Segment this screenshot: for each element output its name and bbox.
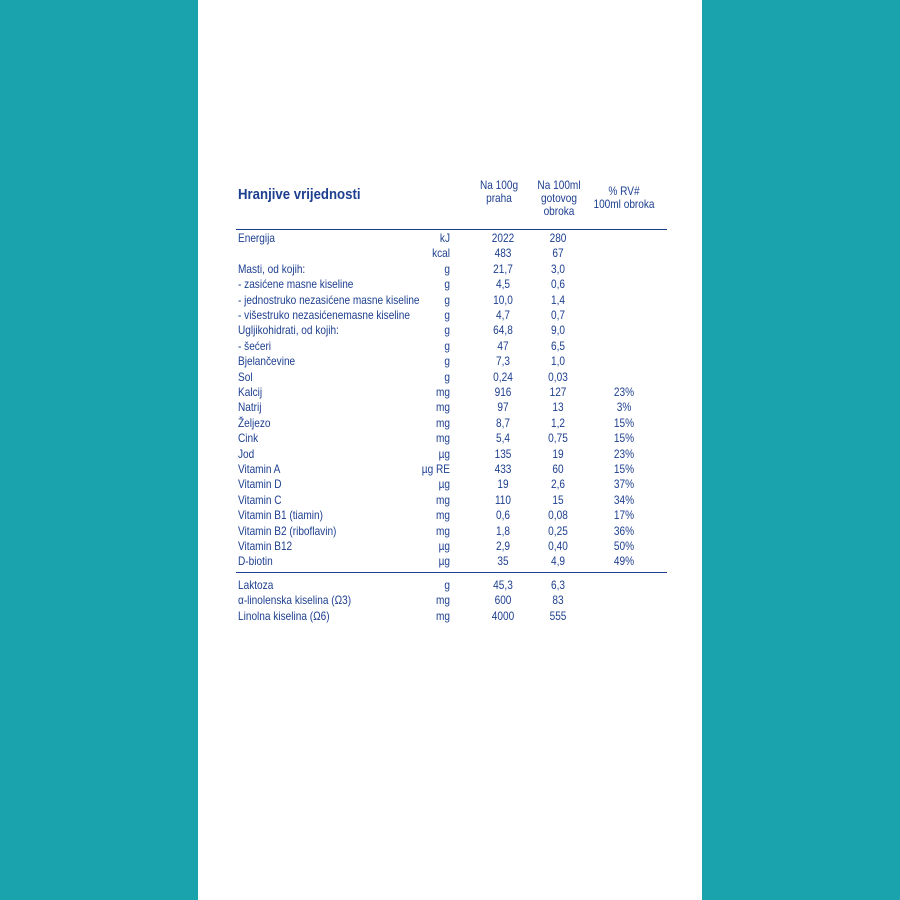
value-per-100ml: 555 <box>549 609 567 623</box>
value-per-100g: 2022 <box>491 231 515 245</box>
value-per-100g: 35 <box>497 554 509 568</box>
table-row <box>0 462 900 478</box>
table-title: Hranjive vrijednosti <box>238 186 361 203</box>
value-per-100g: 7,3 <box>495 354 511 368</box>
table-row <box>0 293 900 309</box>
value-rv-percent: 23% <box>613 385 635 399</box>
value-per-100g: 0,24 <box>493 370 513 384</box>
nutrient-unit: g <box>444 578 450 592</box>
value-per-100ml: 67 <box>552 246 564 260</box>
value-per-100g: 5,4 <box>495 431 511 445</box>
nutrient-name: Željezo <box>238 416 271 430</box>
table-row <box>0 447 900 463</box>
table-row <box>0 578 900 594</box>
nutrient-unit: µg <box>438 554 450 568</box>
value-per-100ml: 4,9 <box>550 554 566 568</box>
table-row <box>0 539 900 555</box>
value-per-100g: 110 <box>494 493 512 507</box>
value-per-100g: 4000 <box>491 609 515 623</box>
value-per-100ml: 1,4 <box>550 293 566 307</box>
value-per-100ml: 60 <box>552 462 564 476</box>
value-per-100g: 600 <box>494 593 512 607</box>
value-per-100ml: 0,7 <box>550 308 566 322</box>
nutrient-unit: g <box>444 339 450 353</box>
value-per-100g: 0,6 <box>495 508 511 522</box>
nutrient-unit: mg <box>435 416 450 430</box>
nutrient-unit: g <box>444 323 450 337</box>
value-rv-percent: 15% <box>613 431 635 445</box>
table-row <box>0 400 900 416</box>
nutrient-name: Jod <box>238 447 255 461</box>
value-rv-percent: 17% <box>613 508 635 522</box>
nutrient-name: Masti, od kojih: <box>238 262 306 276</box>
column-header-line: % RV# <box>608 184 640 198</box>
column-header-per-100ml-meal <box>525 179 592 218</box>
value-per-100ml: 6,3 <box>550 578 566 592</box>
value-per-100ml: 19 <box>552 447 564 461</box>
column-header-line: Na 100g <box>479 178 519 192</box>
value-per-100g: 4,5 <box>495 277 511 291</box>
value-rv-percent: 23% <box>613 447 635 461</box>
nutrient-name: α-linolenska kiselina (Ω3) <box>238 593 352 607</box>
nutrient-name: Ugljikohidrati, od kojih: <box>238 323 339 337</box>
column-header-line: gotovog <box>541 191 577 205</box>
table-row <box>0 246 900 262</box>
value-per-100g: 1,8 <box>495 524 511 538</box>
nutrient-unit: mg <box>435 593 450 607</box>
value-per-100g: 433 <box>494 462 512 476</box>
nutrient-name: Laktoza <box>238 578 274 592</box>
value-per-100g: 47 <box>497 339 509 353</box>
table-row <box>0 370 900 386</box>
nutrient-name: Vitamin A <box>238 462 281 476</box>
table-row <box>0 354 900 370</box>
value-per-100ml: 6,5 <box>550 339 566 353</box>
nutrient-name: Vitamin B12 <box>238 539 293 553</box>
value-rv-percent: 37% <box>613 477 635 491</box>
nutrient-name: Sol <box>238 370 253 384</box>
value-per-100ml: 1,2 <box>550 416 566 430</box>
nutrient-unit: g <box>444 293 450 307</box>
nutrient-unit: mg <box>435 431 450 445</box>
value-per-100g: 21,7 <box>493 262 513 276</box>
value-per-100ml: 0,6 <box>550 277 566 291</box>
nutrient-name: - višestruko nezasićenemasne kiseline <box>238 308 411 322</box>
header-divider <box>236 229 667 230</box>
nutrient-unit: mg <box>435 493 450 507</box>
nutrient-name: Vitamin B2 (riboflavin) <box>238 524 337 538</box>
column-header-per-100g-powder <box>465 179 532 205</box>
nutrient-name: - zasićene masne kiseline <box>238 277 354 291</box>
nutrient-unit: mg <box>435 400 450 414</box>
nutrient-unit: mg <box>435 508 450 522</box>
nutrient-unit: g <box>444 308 450 322</box>
nutrient-unit: g <box>444 262 450 276</box>
table-row <box>0 477 900 493</box>
table-row <box>0 493 900 509</box>
column-header-line: Na 100ml <box>537 178 581 192</box>
nutrient-unit: µg RE <box>421 462 450 476</box>
value-per-100g: 916 <box>494 385 512 399</box>
nutrient-name: Linolna kiselina (Ω6) <box>238 609 330 623</box>
nutrient-unit: g <box>444 370 450 384</box>
value-per-100ml: 9,0 <box>550 323 566 337</box>
value-per-100ml: 280 <box>549 231 567 245</box>
nutrient-unit: kJ <box>439 231 450 245</box>
value-rv-percent: 36% <box>613 524 635 538</box>
table-row <box>0 554 900 570</box>
value-per-100ml: 83 <box>552 593 564 607</box>
nutrient-unit: µg <box>438 447 450 461</box>
value-per-100g: 64,8 <box>493 323 513 337</box>
value-per-100ml: 0,75 <box>548 431 568 445</box>
nutrient-unit: mg <box>435 385 450 399</box>
nutrient-name: Vitamin D <box>238 477 282 491</box>
value-rv-percent: 50% <box>613 539 635 553</box>
value-rv-percent: 49% <box>613 554 635 568</box>
value-per-100ml: 1,0 <box>550 354 566 368</box>
table-row <box>0 524 900 540</box>
nutrient-name: Natrij <box>238 400 262 414</box>
table-row <box>0 385 900 401</box>
table-row <box>0 593 900 609</box>
nutrient-name: D-biotin <box>238 554 273 568</box>
nutrient-unit: g <box>444 354 450 368</box>
table-row <box>0 609 900 625</box>
value-rv-percent: 15% <box>613 416 635 430</box>
value-per-100g: 4,7 <box>495 308 511 322</box>
nutrient-name: - jednostruko nezasićene masne kiseline <box>238 293 420 307</box>
nutrient-name: Bjelančevine <box>238 354 296 368</box>
value-per-100ml: 127 <box>549 385 567 399</box>
nutrient-name: Energija <box>238 231 275 245</box>
table-row <box>0 277 900 293</box>
table-row <box>0 262 900 278</box>
nutrient-name: Kalcij <box>238 385 263 399</box>
value-per-100ml: 0,25 <box>548 524 568 538</box>
nutrient-unit: g <box>444 277 450 291</box>
table-row <box>0 416 900 432</box>
value-per-100g: 10,0 <box>493 293 513 307</box>
value-per-100g: 135 <box>494 447 512 461</box>
value-per-100ml: 0,03 <box>548 370 568 384</box>
table-row <box>0 323 900 339</box>
value-rv-percent: 15% <box>613 462 635 476</box>
value-per-100g: 19 <box>497 477 509 491</box>
column-header-line: obroka <box>543 204 575 218</box>
value-rv-percent: 3% <box>616 400 632 414</box>
nutrient-unit: µg <box>438 477 450 491</box>
value-per-100ml: 0,40 <box>548 539 568 553</box>
value-per-100ml: 15 <box>552 493 564 507</box>
value-per-100g: 2,9 <box>495 539 511 553</box>
table-row <box>0 431 900 447</box>
value-per-100g: 45,3 <box>493 578 513 592</box>
table-row <box>0 308 900 324</box>
nutrient-unit: µg <box>438 539 450 553</box>
column-header-line: praha <box>486 191 512 205</box>
value-per-100ml: 2,6 <box>550 477 566 491</box>
section-divider <box>236 572 667 573</box>
value-per-100g: 97 <box>497 400 509 414</box>
table-row <box>0 231 900 247</box>
value-per-100ml: 0,08 <box>548 508 568 522</box>
value-rv-percent: 34% <box>613 493 635 507</box>
nutrient-unit: kcal <box>432 246 450 260</box>
value-per-100g: 483 <box>494 246 512 260</box>
column-header-line: 100ml obroka <box>593 197 655 211</box>
nutrient-unit: mg <box>435 609 450 623</box>
nutrient-name: Vitamin C <box>238 493 282 507</box>
nutrient-name: Vitamin B1 (tiamin) <box>238 508 323 522</box>
nutrient-name: Cink <box>238 431 259 445</box>
value-per-100g: 8,7 <box>495 416 511 430</box>
table-row <box>0 339 900 355</box>
value-per-100ml: 3,0 <box>550 262 566 276</box>
nutrient-unit: mg <box>435 524 450 538</box>
column-header-rv-percent <box>590 185 657 211</box>
nutrient-name: - šećeri <box>238 339 272 353</box>
value-per-100ml: 13 <box>552 400 564 414</box>
table-row <box>0 508 900 524</box>
